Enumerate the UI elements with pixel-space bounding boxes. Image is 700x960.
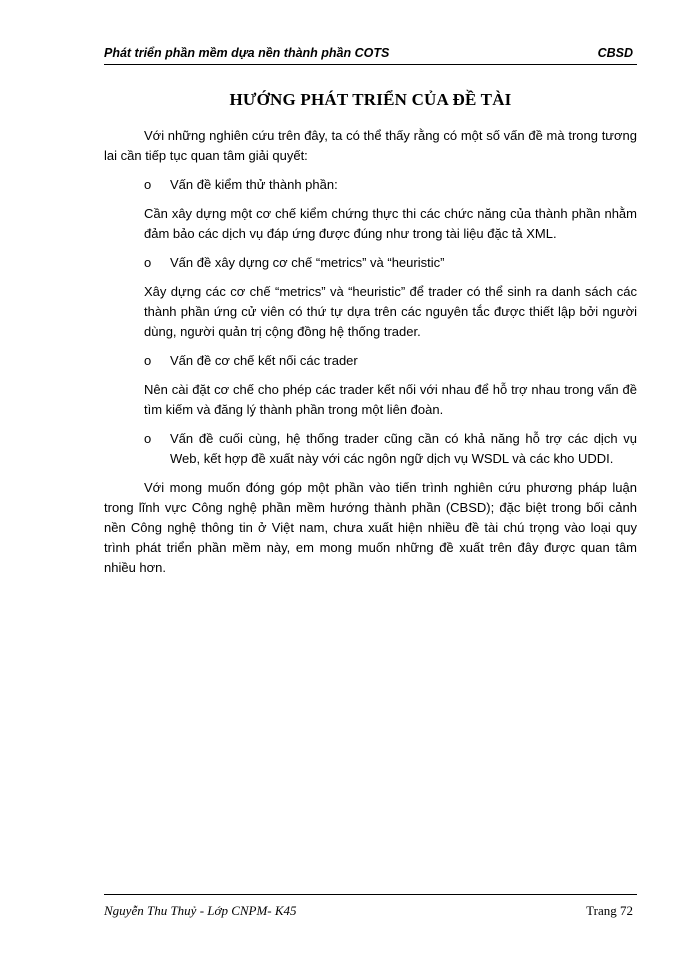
page-footer <box>104 894 637 929</box>
bullet-item-2 <box>144 253 637 273</box>
conclusion-paragraph: Với mong muốn đóng góp một phần vào tiến trình nghiên cứu phương pháp luận trong lĩnh vực Công nghệ phần mềm hướng thành phần (CBSD); đặc biệt trong bối cảnh nền Công nghệ thông tin ở Việt nam, chưa xuất hiện nhiều đề tài chú trọng vào loại quy trình phát triển phần mềm này, em mong muốn những đề xuất trên đây được quan tâm nhiều hơn. <box>104 480 637 575</box>
bullet-marker: o <box>144 353 152 368</box>
bullet-item-3 <box>144 351 637 371</box>
bullet-item-1 <box>144 175 637 195</box>
bullet-marker: o <box>144 431 152 446</box>
bullet-heading-2: Vấn đề xây dựng cơ chế “metrics” và “heuristic” <box>170 255 445 270</box>
intro-paragraph: Với những nghiên cứu trên đây, ta có thể thấy rằng có một số vấn đề mà trong tương lai cần tiếp tục quan tâm giải quyết: <box>104 128 637 163</box>
bullet-heading-1: Vấn đề kiểm thử thành phần: <box>170 177 338 192</box>
author-line: Nguyễn Thu Thuỷ - Lớp CNPM- K45 <box>104 903 297 918</box>
bullet-heading-3: Vấn đề cơ chế kết nối các trader <box>170 353 358 368</box>
section-title: HƯỚNG PHÁT TRIỂN CỦA ĐỀ TÀI <box>229 90 512 109</box>
item-body-1: Cần xây dựng một cơ chế kiểm chứng thực thi các chức năng của thành phần nhằm đảm bảo các dịch vụ đáp ứng được đúng như trong tài liệu đặc tả XML. <box>144 206 637 241</box>
header-title: Phát triển phần mềm dựa nền thành phần COTS <box>104 46 390 60</box>
bullet-marker: o <box>144 255 152 270</box>
bullet-item-4 <box>144 429 637 469</box>
page-number: Trang 72 <box>586 903 633 918</box>
bullet-marker: o <box>144 177 152 192</box>
document-body <box>104 126 637 587</box>
item-body-2: Xây dựng các cơ chế “metrics” và “heuristic” để trader có thể sinh ra danh sách các thành phần ứng cử viên có thứ tự dựa trên các nguyên tắc được thiết lập bởi người dùng, người quản trị cộng đồng hệ thống trader. <box>144 284 637 339</box>
header-code: CBSD <box>597 46 633 60</box>
bullet-heading-4: Vấn đề cuối cùng, hệ thống trader cũng cần có khả năng hỗ trợ các dịch vụ Web, kết hợp đề xuất này với các ngôn ngữ dịch vụ WSDL và các kho UDDI. <box>170 431 637 466</box>
page-header <box>104 44 637 65</box>
item-body-3: Nên cài đặt cơ chế cho phép các trader kết nối với nhau để hỗ trợ nhau trong vấn đề tìm kiếm và đăng lý thành phần trong một liên đoàn. <box>144 382 637 417</box>
